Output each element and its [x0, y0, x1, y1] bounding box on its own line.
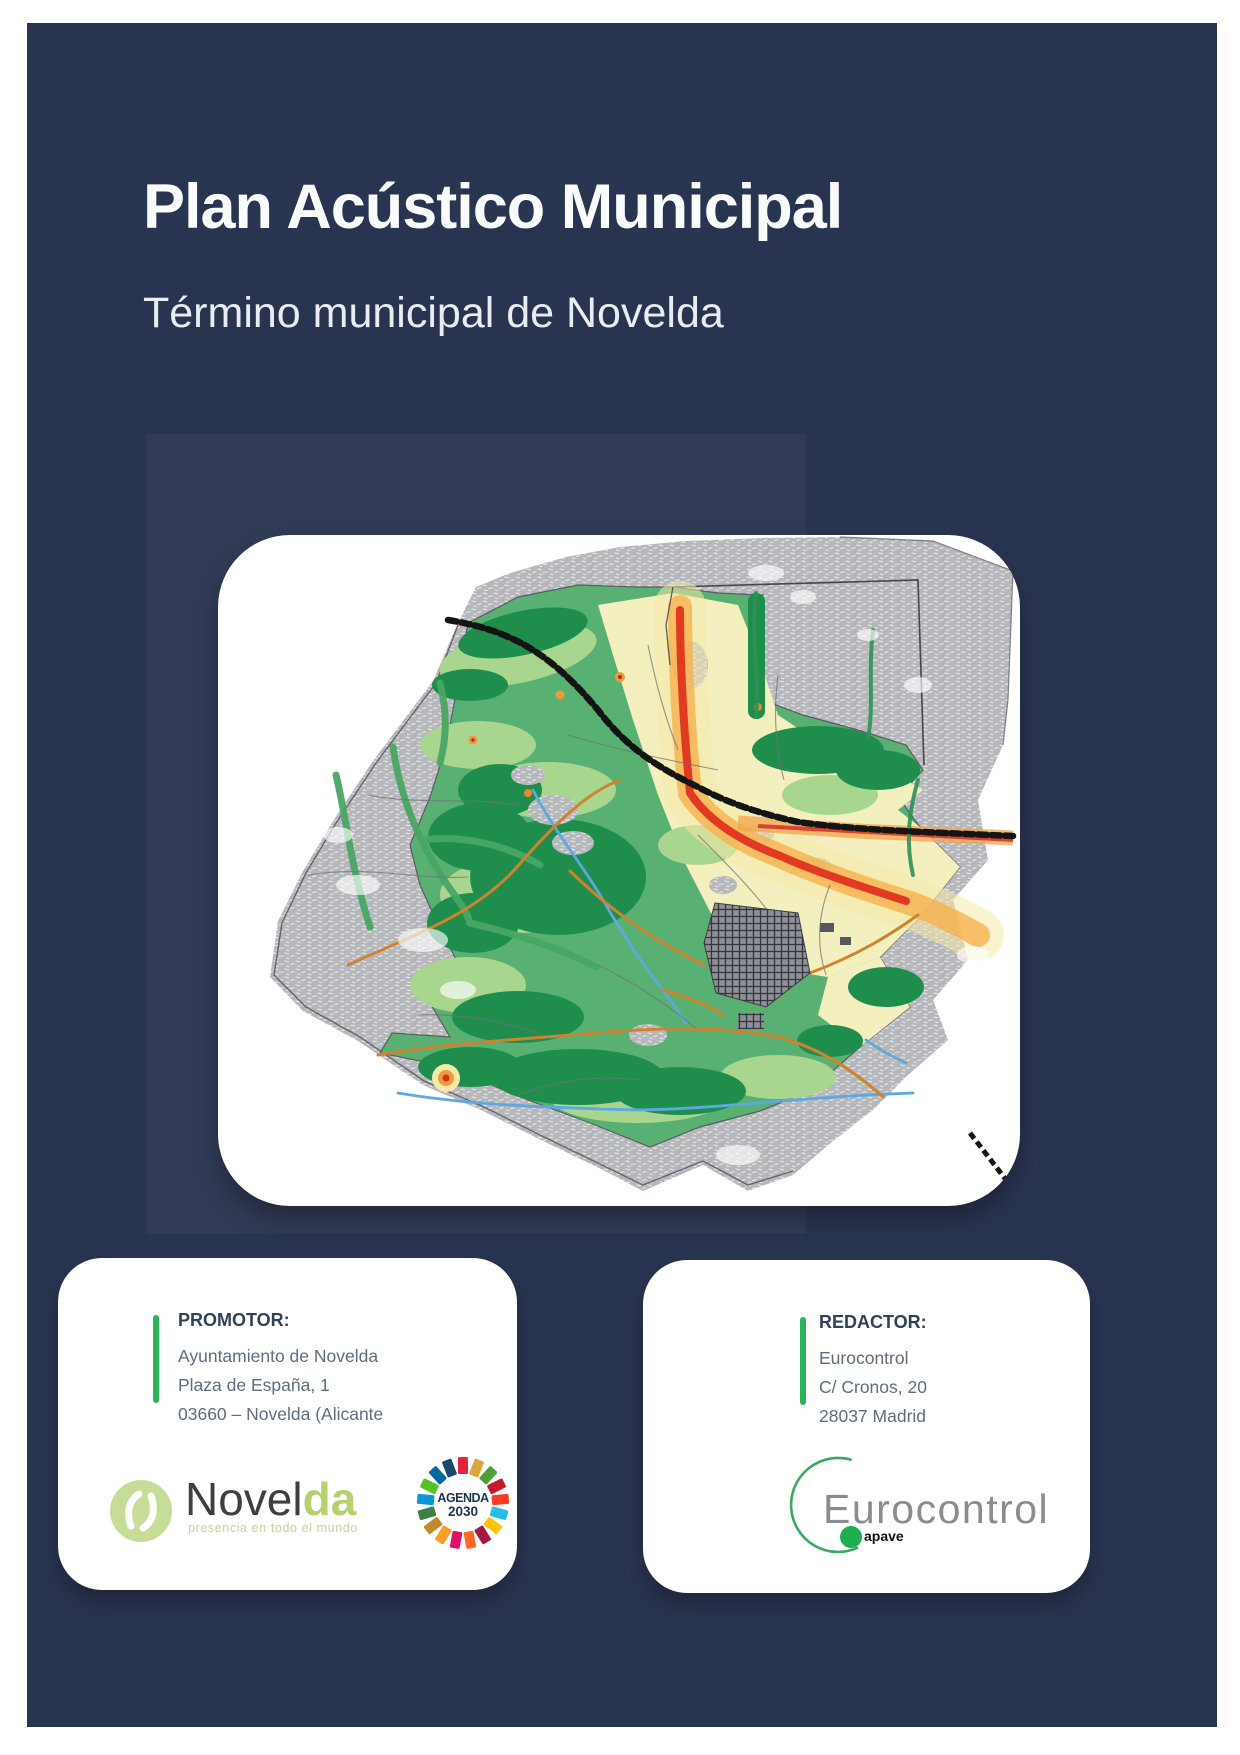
promoter-line-2: Plaza de España, 1 [178, 1375, 330, 1395]
promoter-accent-bar [153, 1315, 159, 1403]
novelda-tagline: presencia en todo el mundo [188, 1521, 358, 1535]
redactor-line-2: C/ Cronos, 20 [819, 1377, 927, 1397]
noise-map-graphic [218, 535, 1020, 1206]
page-title: Plan Acústico Municipal [143, 172, 843, 242]
eurocontrol-wordmark: Eurocontrol [823, 1486, 1050, 1532]
agenda-2030-text-line2: 2030 [447, 1504, 479, 1519]
redactor-address [819, 1344, 927, 1431]
redactor-label: REDACTOR: [819, 1312, 927, 1332]
redactor-line-3: 28037 Madrid [819, 1406, 927, 1426]
promoter-line-3: 03660 – Novelda (Alicante [178, 1404, 384, 1424]
page-subtitle: Término municipal de Novelda [143, 289, 724, 337]
noise-map-card [218, 535, 1020, 1206]
redactor-card [643, 1260, 1090, 1593]
agenda-2030-logo-icon [416, 1456, 510, 1550]
cover-background [27, 23, 1217, 1727]
promoter-address [178, 1342, 383, 1429]
novelda-logo-icon [106, 1476, 176, 1546]
agenda-2030-text-line1: AGENDA [437, 1491, 489, 1505]
promoter-line-1: Ayuntamiento de Novelda [178, 1346, 379, 1366]
promoter-label: PROMOTOR: [178, 1310, 290, 1330]
redactor-accent-bar [800, 1317, 806, 1405]
novelda-wordmark: Novelda [185, 1473, 357, 1525]
promoter-card [58, 1258, 517, 1590]
redactor-line-1: Eurocontrol [819, 1348, 909, 1368]
apave-wordmark: apave [864, 1528, 904, 1544]
